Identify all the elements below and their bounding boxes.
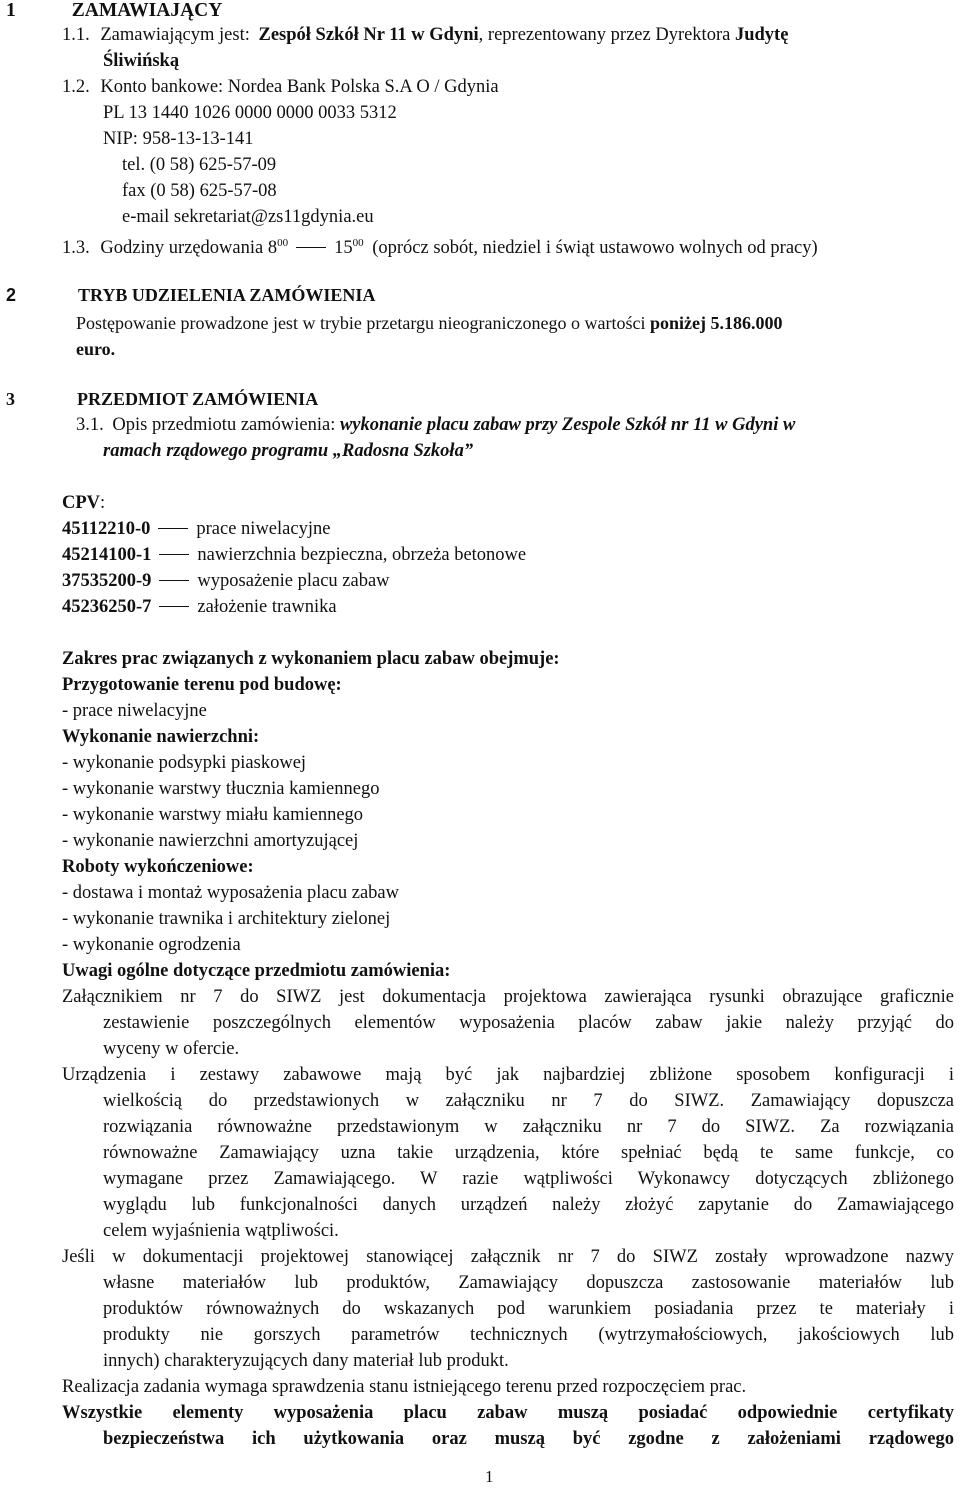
- clause-number: 1.2.: [62, 77, 90, 97]
- range-dash: [296, 247, 326, 248]
- bank-account-label: Konto bankowe: Nordea Bank Polska S.A O / Gdynia: [100, 77, 499, 97]
- remark-line: Jeśli w dokumentacji projektowej stanowiącej załącznik nr 7 do SIWZ zostały wprowadzone nazwy: [62, 1247, 954, 1267]
- subject-description-cont: ramach rządowego programu „Radosna Szkoła”: [103, 441, 474, 461]
- subject-label: Opis przedmiotu zamówienia:: [112, 415, 336, 435]
- director-name: Judytę: [734, 25, 789, 45]
- cpv-dash: [159, 580, 189, 581]
- clause-1-2: [62, 76, 499, 98]
- phone-number: tel. (0 58) 625-57-09: [122, 155, 277, 175]
- cpv-colon: :: [100, 493, 106, 513]
- remark-line: celem wyjaśnienia wątpliwości.: [103, 1221, 339, 1241]
- procedure-description: Postępowanie prowadzone jest w trybie przetargu nieograniczonego o wartości: [76, 313, 646, 333]
- remark-line: innych) charakteryzujących dany materiał lub produkt.: [103, 1351, 509, 1371]
- cpv-item: [62, 570, 390, 592]
- cpv-dash: [158, 528, 188, 529]
- list-item: - wykonanie warstwy tłucznia kamiennego: [62, 779, 380, 799]
- page-number: 1: [485, 1467, 494, 1486]
- remark-line: wielkością do przedstawionych w załączniku nr 7 do SIWZ. Zamawiający dopuszcza: [103, 1091, 954, 1111]
- email-address: e-mail sekretariat@zs11gdynia.eu: [122, 207, 374, 227]
- remark-line: zestawienie poszczególnych elementów wyposażenia placów zabaw jakie należy przyjąć do: [103, 1013, 954, 1033]
- procedure-text: [76, 312, 782, 334]
- general-remarks-heading: Uwagi ogólne dotyczące przedmiotu zamówienia:: [62, 961, 451, 981]
- value-threshold: poniżej 5.186.000: [649, 313, 783, 333]
- director-surname: Śliwińską: [103, 51, 180, 71]
- orderer-name: Zespół Szkół Nr 11 w Gdyni: [258, 25, 479, 45]
- certificate-requirement-cont: bezpieczeństwa ich użytkowania oraz muszą być zgodne z założeniami rządowego: [103, 1429, 954, 1449]
- cpv-item: [62, 544, 526, 566]
- clause-number: 3.1.: [76, 415, 104, 435]
- office-hours-note: (oprócz sobót, niedziel i świąt ustawowo wolnych od pracy): [372, 238, 818, 258]
- list-item: - wykonanie trawnika i architektury zielonej: [62, 909, 391, 929]
- representation-text: , reprezentowany przez Dyrektora: [478, 25, 731, 45]
- cpv-dash: [159, 606, 189, 607]
- clause-number: 1.1.: [62, 25, 90, 45]
- cpv-dash: [159, 554, 189, 555]
- remark-line: wyceny w ofercie.: [103, 1039, 240, 1059]
- list-item: - wykonanie warstwy miału kamiennego: [62, 805, 364, 825]
- section-title: PRZEDMIOT ZAMÓWIENIA: [77, 389, 319, 409]
- fax-number: fax (0 58) 625-57-08: [122, 181, 277, 201]
- section-2-heading: [6, 284, 375, 306]
- hours-start-minutes: 00: [277, 237, 289, 249]
- remark-line: wyglądu lub funkcjonalności danych urządzeń należy złożyć zapytanie do Zamawiającego: [103, 1195, 954, 1215]
- hours-end-minutes: 00: [352, 237, 364, 249]
- remark-line: Załącznikiem nr 7 do SIWZ jest dokumentacja projektowa zawierająca rysunki obrazujące graficznie: [62, 987, 954, 1007]
- clause-text: Zamawiającym jest:: [100, 25, 250, 45]
- cpv-description: prace niwelacyjne: [196, 519, 331, 539]
- cpv-label: [62, 492, 105, 514]
- cpv-code: 37535200-9: [62, 571, 152, 591]
- office-hours-label: Godziny urzędowania 8: [100, 238, 278, 258]
- bank-account-number: PL 13 1440 1026 0000 0000 0033 5312: [103, 103, 397, 123]
- clause-3-1: [76, 414, 795, 436]
- cpv-code: 45112210-0: [62, 519, 151, 539]
- remark-line: produkty nie gorszych parametrów technicznych (wytrzymałościowych, jakościowych lub: [103, 1325, 954, 1345]
- remark-line: Urządzenia i zestawy zabawowe mają być jak najbardziej zbliżone sposobem konfiguracji i: [62, 1065, 954, 1085]
- list-item: - dostawa i montaż wyposażenia placu zabaw: [62, 883, 399, 903]
- nip-number: NIP: 958-13-13-141: [103, 129, 254, 149]
- hours-end: 15: [334, 238, 353, 258]
- value-currency: euro.: [76, 339, 116, 359]
- clause-1-3: [62, 232, 818, 259]
- certificate-requirement: Wszystkie elementy wyposażenia placu zabaw muszą posiadać odpowiednie certyfikaty: [62, 1403, 954, 1423]
- surface-heading: Wykonanie nawierzchni:: [62, 727, 260, 747]
- section-number: 3: [6, 389, 15, 409]
- section-3-heading: [6, 388, 318, 410]
- subject-description: wykonanie placu zabaw przy Zespole Szkół nr 11 w Gdyni w: [339, 415, 796, 435]
- list-item: - prace niwelacyjne: [62, 701, 207, 721]
- cpv-description: nawierzchnia bezpieczna, obrzeża betonowe: [197, 545, 527, 565]
- remark-line: równoważne Zamawiający uzna takie urządzenia, które spełniać będą te same funkcje, co: [103, 1143, 954, 1163]
- cpv-description: wyposażenie placu zabaw: [197, 571, 390, 591]
- remark-line: Realizacja zadania wymaga sprawdzenia stanu istniejącego terenu przed rozpoczęciem prac.: [62, 1377, 747, 1397]
- remark-line: produktów równoważnych do wskazanych pod warunkiem posiadania przez te materiały i: [103, 1299, 954, 1319]
- section-title: TRYB UDZIELENIA ZAMÓWIENIA: [78, 285, 376, 305]
- remark-line: wymagane przez Zamawiającego. W razie wątpliwości Wykonawcy dotyczących zbliżonego: [103, 1169, 954, 1189]
- clause-1-1: [62, 24, 788, 46]
- preparation-heading: Przygotowanie terenu pod budowę:: [62, 675, 342, 695]
- cpv-description: założenie trawnika: [197, 597, 337, 617]
- section-title: ZAMAWIAJĄCY: [71, 0, 223, 21]
- section-1-heading: [6, 0, 222, 22]
- list-item: - wykonanie nawierzchni amortyzującej: [62, 831, 359, 851]
- finishing-heading: Roboty wykończeniowe:: [62, 857, 254, 877]
- cpv-code: 45214100-1: [62, 545, 152, 565]
- clause-number: 1.3.: [62, 238, 90, 258]
- list-item: - wykonanie podsypki piaskowej: [62, 753, 307, 773]
- section-number: 2: [6, 285, 17, 305]
- cpv-code: 45236250-7: [62, 597, 152, 617]
- cpv-abbrev: CPV: [62, 493, 101, 513]
- section-number: 1: [6, 0, 16, 21]
- cpv-item: [62, 518, 330, 540]
- remark-line: własne materiałów lub produktów, Zamawiający dopuszcza zastosowanie materiałów lub: [103, 1273, 954, 1293]
- scope-heading: Zakres prac związanych z wykonaniem placu zabaw obejmuje:: [62, 649, 560, 669]
- cpv-item: [62, 596, 337, 618]
- list-item: - wykonanie ogrodzenia: [62, 935, 241, 955]
- remark-line: rozwiązania równoważne przedstawionym w załączniku nr 7 do SIWZ. Za rozwiązania: [103, 1117, 954, 1137]
